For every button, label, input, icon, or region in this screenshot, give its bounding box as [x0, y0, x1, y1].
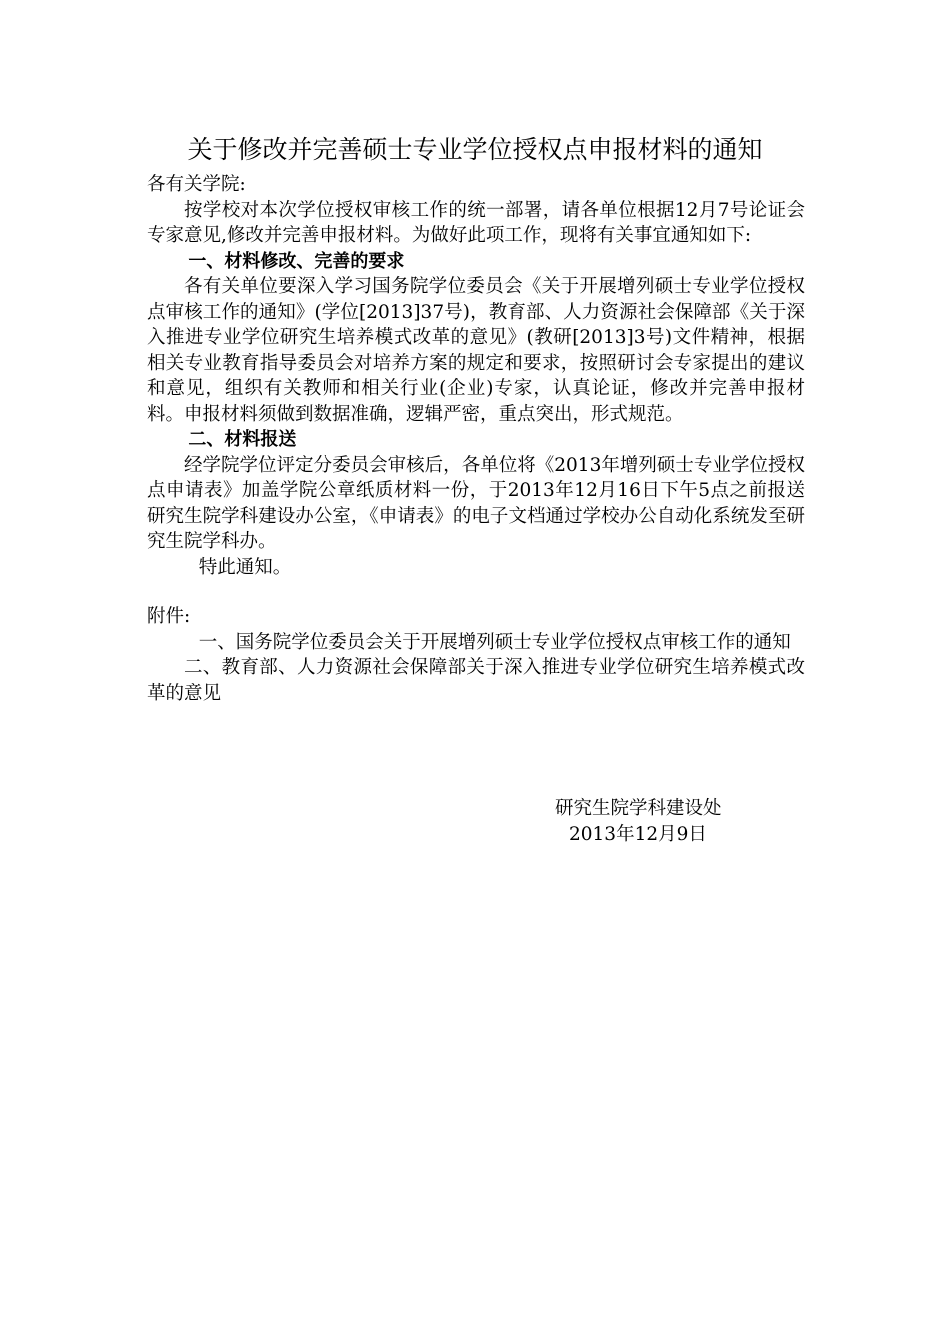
spacer: [147, 580, 805, 604]
closing-line: 特此通知。: [198, 556, 292, 578]
attachments-label: 附件:: [147, 606, 191, 627]
signature-block: [555, 796, 722, 848]
salutation: 各有关学院:: [147, 174, 246, 195]
signature-organization: 研究生院学科建设处: [555, 798, 722, 819]
attachment-item-2: 二、教育部、人力资源社会保障部关于深入推进专业学位研究生培养模式改革的意见: [147, 657, 805, 704]
section-1-paragraph: 各有关单位要深入学习国务院学位委员会《关于开展增列硕士专业学位授权点审核工作的通知》(学位[2013]37号)，教育部、人力资源社会保障部《关于深入推进专业学位研究生培养模式改革的意见》(教研[2013]3号)文件精神，根据相关专业教育指导委员会对培养方案的规定和要求，按照研讨会专家提出的建议和意见，组织有关教师和相关行业(企业)专家，认真论证，修改并完善申报材料。申报材料须做到数据准确，逻辑严密，重点突出，形式规范。: [147, 276, 805, 425]
section-1-heading: 一、材料修改、完善的要求: [188, 250, 405, 272]
section-2-heading: 二、材料报送: [188, 429, 297, 450]
intro-paragraph: 按学校对本次学位授权审核工作的统一部署，请各单位根据12月7号论证会专家意见,修改并完善申报材料。为做好此项工作，现将有关事宜通知如下:: [147, 199, 805, 246]
signature-date: 2013年12月9日: [569, 824, 707, 845]
document-body: [147, 172, 805, 706]
document-title: 关于修改并完善硕士专业学位授权点申报材料的通知: [187, 135, 763, 164]
attachment-item-1: 一、国务院学位委员会关于开展增列硕士专业学位授权点审核工作的通知: [198, 631, 791, 653]
section-2-paragraph: 经学院学位评定分委员会审核后，各单位将《2013年增列硕士专业学位授权点申请表》加盖学院公章纸质材料一份，于2013年12月16日下午5点之前报送研究生院学科建设办公室，《申请表》的电子文档通过学校办公自动化系统发至研究生院学科办。: [147, 454, 805, 552]
